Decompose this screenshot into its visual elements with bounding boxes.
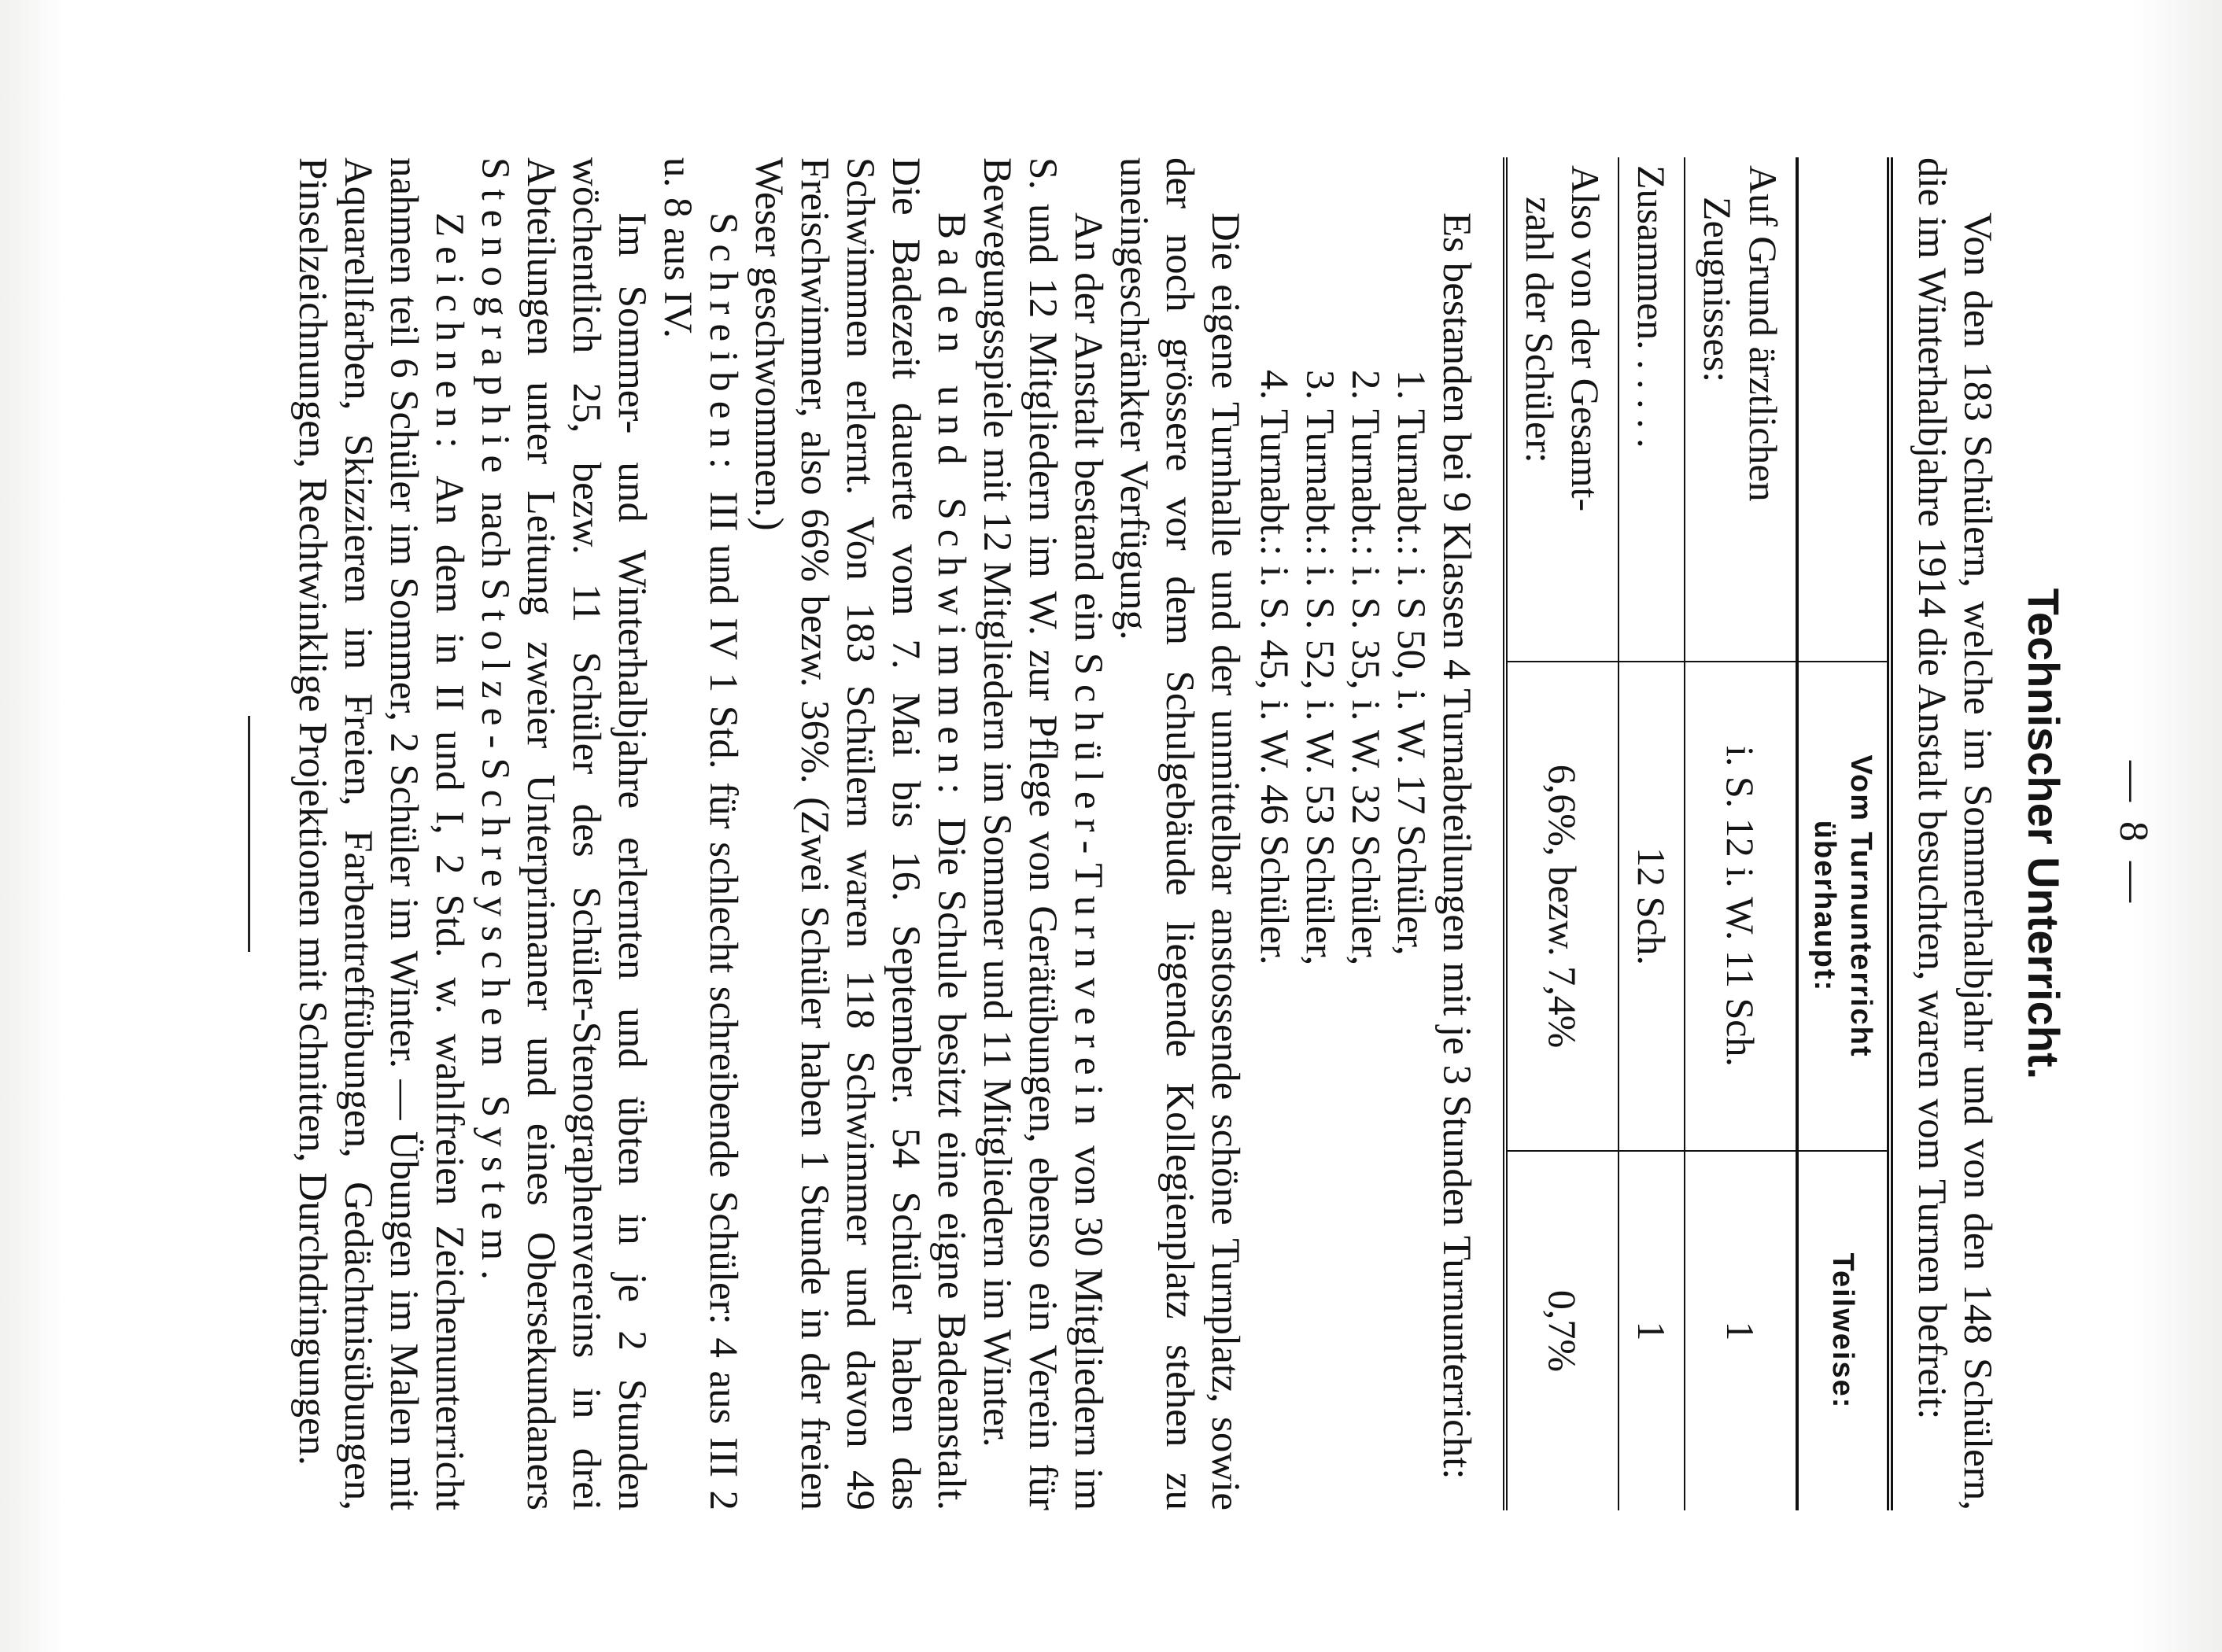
- row-value-partial: 0,7%: [1505, 1151, 1619, 1510]
- rotated-document: [290, 157, 2156, 1510]
- steno-system-term: Stolze-Schreyschem System.: [473, 577, 517, 1289]
- table-header-partial: Teilweise:: [1797, 1151, 1890, 1510]
- row-label-line1: Also von der Gesamt-: [1563, 165, 1607, 512]
- exemption-table: [1503, 157, 1893, 1510]
- row-value-partial: 1: [1718, 1321, 1762, 1341]
- table-row: [1505, 157, 1619, 1510]
- row-label: Zusammen. . . . . .: [1619, 157, 1685, 662]
- baden-text: Die Schule besitzt eine eigne Badeanstalt. Die Badezeit dauerte vom 7. Mai bis 16. September. 54 Schüler haben das Schwimmen erlernt. Von 183 Schülern waren 118 Schwimmer und davon 49 Freischwimmer, also 66% bezw. 36%. (Zwei Schüler haben 1 Stunde in der freien Weser geschwommen.): [747, 157, 973, 1510]
- turnverein-spaced-term: Schüler-Turnverein: [1066, 652, 1110, 1135]
- steno-text-mid: nach: [473, 482, 517, 578]
- table-header-row: [1797, 157, 1890, 1510]
- row-value-partial: 1: [1619, 1151, 1685, 1510]
- list-item: 3. Turnabt.: i. S. 52, i. W. 53 Schüler,: [1297, 370, 1342, 966]
- zeichnen-heading: Zeichnen:: [427, 212, 471, 458]
- table-header-overall: Vom Turnunterricht überhaupt:: [1797, 662, 1890, 1151]
- page-title: Technischer Unterricht.: [2019, 588, 2069, 1080]
- zeichnen-paragraph: [290, 157, 472, 1510]
- schreiben-text: III und IV 1 Std. für schlecht schreibende Schüler: 4 aus III 2 u. 8 aus IV.: [655, 157, 745, 1510]
- row-label: [1685, 157, 1797, 662]
- intro-paragraph: Von den 183 Schülern, welche im Sommerhalbjahr und von den 148 Schülern, die im Winterhalbjahre 1914 die Anstalt besuchten, waren vom Turnen befreit:: [1910, 157, 1999, 1510]
- row-label-line2: zahl der Schüler:: [1518, 197, 1562, 463]
- abteilungen-list: [1251, 157, 1434, 1510]
- steno-text-a: Im Sommer- und Winterhalbjahre erlernten und übten in je 2 Stunden wöchentlich 25, bezw. 11 Schüler des Schüler-Stenographenvereins in drei Abteilungen unter Leitung zweier Unterprimaner und eines Obersekundaners: [519, 157, 654, 1510]
- row-label-line2: Zeugnisses:: [1696, 197, 1740, 383]
- abteilungen-intro: Es bestanden bei 9 Klassen 4 Turnabteilungen mit je 3 Stunden Turnunterricht:: [1434, 212, 1478, 1480]
- closing-rule: [248, 716, 250, 952]
- turnverein-text-a: An der Anstalt bestand ein: [1066, 212, 1110, 653]
- steno-spaced-term: Stenographie: [473, 157, 517, 483]
- zeichnen-text: An dem in II und I, 2 Std. w. wahlfreien Zeichenunterricht nahmen teil 6 Schüler im Sommer, 2 Schüler im Winter. — Übungen im Malen mit Aquarellfarben, Skizzieren im Freien, Farbentreffübungen, Gedächtnisübungen, Pinselzeichnungen, Rechtwinklige Projektionen mit Schnitten, Durchdringungen.: [290, 157, 471, 1510]
- row-value-overall: 12 Sch.: [1619, 662, 1685, 1151]
- turnhalle-paragraph: Die eigene Turnhalle und der unmittelbar anstossende schöne Turnplatz, sowie der noch grössere vor dem Schulgebäude liegende Kollegienplatz stehen zu uneingeschränkter Verfügung.: [1112, 157, 1247, 1510]
- table-header-empty: [1797, 157, 1890, 662]
- table-row: [1619, 157, 1685, 1510]
- row-value-overall: 6,6%, bezw. 7,4%: [1505, 662, 1619, 1151]
- list-item: 4. Turnabt.: i. S. 45, i. W. 46 Schüler.: [1252, 370, 1296, 965]
- row-value-overall: i. S. 12 i. W. 11 Sch.: [1685, 662, 1797, 1151]
- schreiben-paragraph: [655, 157, 746, 1510]
- list-item: 2. Turnabt.: i. S. 35, i. W. 32 Schüler,: [1343, 370, 1387, 966]
- baden-heading: Baden und Schwimmen:: [929, 212, 973, 804]
- list-item: 1. Turnabt.: i. S 50, i. W. 17 Schüler,: [1389, 370, 1433, 956]
- turnverein-paragraph: [974, 157, 1111, 1510]
- row-label: [1505, 157, 1619, 662]
- page-number: — 8 —: [2111, 761, 2156, 907]
- steno-paragraph: [472, 157, 655, 1510]
- row-label-line1: Auf Grund ärztlichen: [1741, 165, 1785, 502]
- turnverein-text-b: von 30 Mitgliedern im S. und 12 Mitgliedern im W. zur Pflege von Gerätübungen, ebenso ein Verein für Bewegungsspiele mit 12 Mitgliedern im Sommer und 11 Mitgliedern im Winter.: [975, 157, 1110, 1510]
- table-row: [1685, 157, 1797, 1510]
- baden-paragraph: [746, 157, 974, 1510]
- schreiben-heading: Schreiben:: [701, 212, 745, 479]
